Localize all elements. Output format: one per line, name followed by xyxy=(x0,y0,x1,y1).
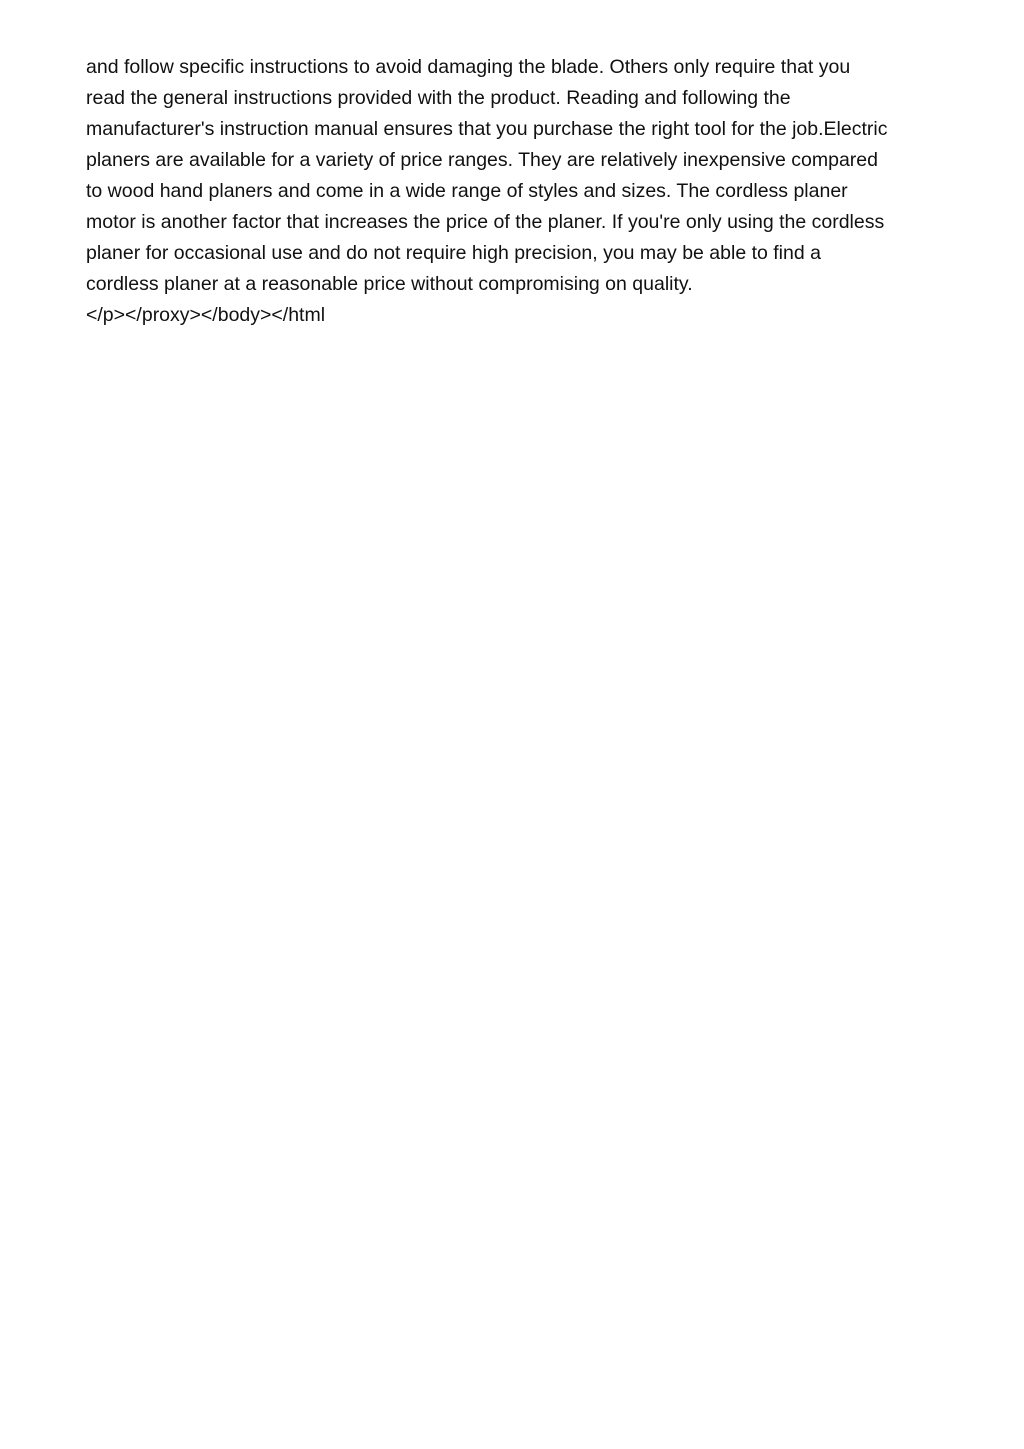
stray-markup-line: </p></proxy></body></html xyxy=(86,304,326,326)
body-text xyxy=(86,52,946,331)
text-line: and follow specific instructions to avoid damaging the blade. Others only require that you xyxy=(86,56,851,78)
text-line: planer for occasional use and do not require high precision, you may be able to find a xyxy=(86,242,821,264)
text-line: to wood hand planers and come in a wide range of styles and sizes. The cordless planer xyxy=(86,180,848,202)
text-line: motor is another factor that increases the price of the planer. If you're only using the cordless xyxy=(86,211,885,233)
text-line: planers are available for a variety of price ranges. They are relatively inexpensive compared xyxy=(86,149,878,171)
text-line: cordless planer at a reasonable price without compromising on quality. xyxy=(86,273,693,295)
text-line: read the general instructions provided with the product. Reading and following the xyxy=(86,87,791,109)
text-line: manufacturer's instruction manual ensures that you purchase the right tool for the job.Electric xyxy=(86,118,888,140)
